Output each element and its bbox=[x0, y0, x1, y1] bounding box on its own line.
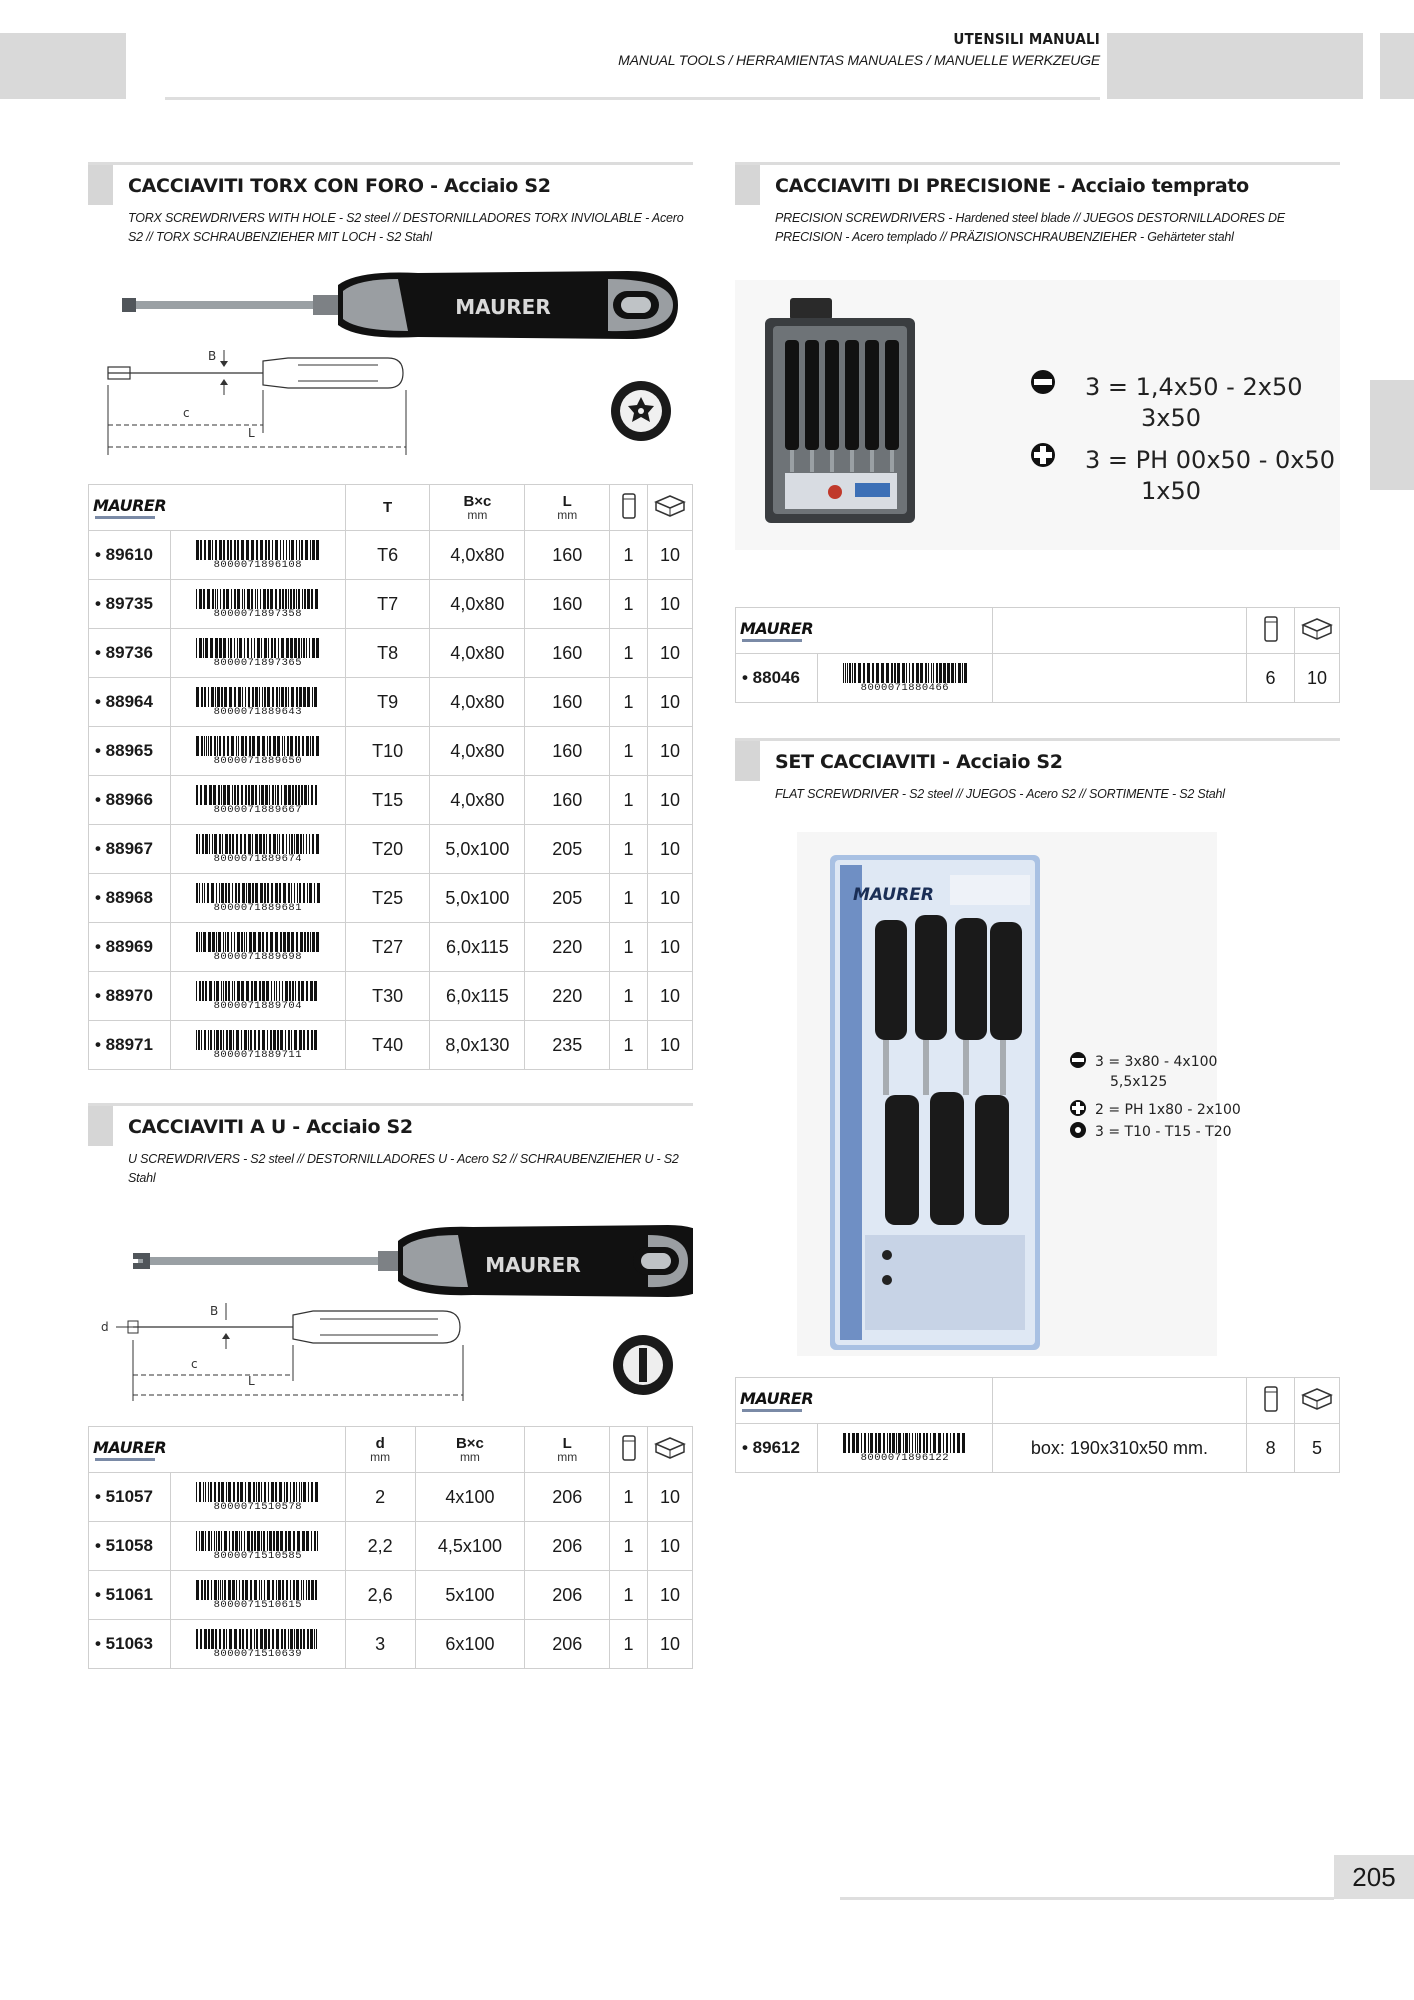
package-icon bbox=[619, 1432, 639, 1462]
table-row bbox=[89, 874, 693, 923]
barcode bbox=[194, 1629, 322, 1659]
col-l-unit: mm bbox=[557, 1449, 578, 1464]
barcode-number: 8000071889711 bbox=[194, 1050, 322, 1060]
precision-set-image bbox=[735, 280, 1340, 550]
product-code: • 88970 bbox=[89, 972, 171, 1021]
size-bxc: 6,0x115 bbox=[430, 923, 525, 972]
torx-size: T25 bbox=[345, 874, 430, 923]
pack-qty: 1 bbox=[610, 874, 648, 923]
pack-qty: 1 bbox=[610, 1021, 648, 1070]
u-screwdriver-illustration bbox=[88, 1205, 693, 1410]
barcode bbox=[194, 1531, 322, 1561]
size-bxc: 4,5x100 bbox=[415, 1522, 525, 1571]
torx-size: T10 bbox=[345, 727, 430, 776]
product-code: • 88968 bbox=[89, 874, 171, 923]
torx-section-desc: TORX SCREWDRIVERS WITH HOLE - S2 steel // DESTORNILLADORES TORX INVIOLABLE - Acero S2 // TORX SCHRAUBENZIEHER MIT LOCH - S2 Stahl bbox=[128, 211, 684, 244]
package-icon bbox=[619, 490, 639, 520]
table-row bbox=[89, 629, 693, 678]
set-box-brand: MAURER bbox=[853, 885, 934, 905]
u-section-desc: U SCREWDRIVERS - S2 steel // DESTORNILLADORES U - Acero S2 // SCHRAUBENZIEHER U - S2 Stahl bbox=[128, 1152, 679, 1185]
size-bxc: 4,0x80 bbox=[430, 776, 525, 825]
side-tab bbox=[1370, 380, 1414, 490]
pack-qty: 1 bbox=[610, 1571, 648, 1620]
product-code: • 51058 bbox=[89, 1522, 171, 1571]
size-bxc: 4,0x80 bbox=[430, 580, 525, 629]
barcode bbox=[194, 883, 322, 913]
length: 206 bbox=[525, 1620, 610, 1669]
length: 160 bbox=[525, 727, 610, 776]
box-icon bbox=[1300, 615, 1334, 641]
d-size: 3 bbox=[345, 1620, 415, 1669]
size-bxc: 5x100 bbox=[415, 1571, 525, 1620]
product-code: • 88965 bbox=[89, 727, 171, 776]
header-block-right bbox=[1107, 33, 1363, 99]
table-row bbox=[89, 1473, 693, 1522]
table-row bbox=[736, 654, 1340, 703]
precision-spec-ph-2: 1x50 bbox=[1141, 477, 1202, 505]
torx-table-header bbox=[89, 485, 693, 531]
maurer-logo: MAURER bbox=[740, 1389, 814, 1408]
product-code: • 89612 bbox=[736, 1424, 818, 1473]
svg-text:B: B bbox=[208, 349, 217, 363]
package-icon bbox=[1261, 1383, 1281, 1413]
table-row bbox=[89, 580, 693, 629]
barcode-number: 8000071897365 bbox=[194, 658, 322, 668]
svg-text:c: c bbox=[183, 406, 190, 420]
d-size: 2,2 bbox=[345, 1522, 415, 1571]
box-qty: 10 bbox=[648, 1571, 693, 1620]
product-code: • 89610 bbox=[89, 531, 171, 580]
set-section-desc: FLAT SCREWDRIVER - S2 steel // JUEGOS - Acero S2 // SORTIMENTE - S2 Stahl bbox=[775, 787, 1225, 801]
length: 160 bbox=[525, 678, 610, 727]
product-code: • 89736 bbox=[89, 629, 171, 678]
size-bxc: 4,0x80 bbox=[430, 629, 525, 678]
length: 206 bbox=[525, 1522, 610, 1571]
u-table-body bbox=[89, 1473, 693, 1669]
length: 220 bbox=[525, 923, 610, 972]
header-title: UTENSILI MANUALI bbox=[953, 30, 1100, 48]
product-code: • 88967 bbox=[89, 825, 171, 874]
barcode bbox=[194, 687, 322, 717]
set-table bbox=[735, 1377, 1340, 1473]
u-table-header bbox=[89, 1427, 693, 1473]
maurer-logo-underline bbox=[742, 1409, 802, 1412]
product-code: • 88046 bbox=[736, 654, 818, 703]
svg-text:d: d bbox=[101, 1320, 109, 1334]
col-l-unit: mm bbox=[557, 507, 578, 522]
barcode-number: 8000071889704 bbox=[194, 1001, 322, 1011]
barcode-number: 8000071510585 bbox=[194, 1551, 322, 1561]
set-box-image bbox=[735, 830, 1340, 1360]
table-row bbox=[89, 531, 693, 580]
pack-qty: 1 bbox=[610, 825, 648, 874]
barcode bbox=[194, 589, 322, 619]
header-rule bbox=[165, 97, 1100, 100]
precision-table bbox=[735, 607, 1340, 703]
col-d-unit: mm bbox=[370, 1449, 391, 1464]
barcode-number: 8000071510615 bbox=[194, 1600, 322, 1610]
barcode bbox=[841, 663, 969, 693]
product-code: • 88971 bbox=[89, 1021, 171, 1070]
table-row bbox=[89, 923, 693, 972]
pack-qty: 1 bbox=[610, 972, 648, 1021]
handle-brand-u: MAURER bbox=[485, 1253, 581, 1277]
header-subtitle: MANUAL TOOLS / HERRAMIENTAS MANUALES / MANUELLE WERKZEUGE bbox=[618, 52, 1100, 68]
box-qty: 10 bbox=[648, 727, 693, 776]
table-row bbox=[89, 678, 693, 727]
length: 220 bbox=[525, 972, 610, 1021]
barcode-number: 8000071510578 bbox=[194, 1502, 322, 1512]
handle-brand: MAURER bbox=[455, 295, 551, 319]
torx-section-header bbox=[88, 165, 693, 255]
size-bxc: 6x100 bbox=[415, 1620, 525, 1669]
box-qty: 10 bbox=[648, 580, 693, 629]
u-table bbox=[88, 1426, 693, 1669]
box-qty: 10 bbox=[648, 923, 693, 972]
barcode-number: 8000071889681 bbox=[194, 903, 322, 913]
length: 160 bbox=[525, 629, 610, 678]
pack-qty: 1 bbox=[610, 580, 648, 629]
length: 205 bbox=[525, 874, 610, 923]
barcode bbox=[194, 1030, 322, 1060]
precision-table-header bbox=[736, 608, 1340, 654]
size-bxc: 6,0x115 bbox=[430, 972, 525, 1021]
col-bxc: B×c bbox=[455, 1434, 484, 1452]
torx-table bbox=[88, 484, 693, 1070]
table-row bbox=[89, 727, 693, 776]
torx-section-title: CACCIAVITI TORX CON FORO - Acciaio S2 bbox=[128, 175, 551, 197]
table-row bbox=[89, 1021, 693, 1070]
set-section-title: SET CACCIAVITI - Acciaio S2 bbox=[775, 751, 1063, 773]
product-code: • 89735 bbox=[89, 580, 171, 629]
barcode-number: 8000071896122 bbox=[841, 1453, 969, 1463]
barcode-number: 8000071510639 bbox=[194, 1649, 322, 1659]
maurer-logo-underline bbox=[95, 1458, 155, 1461]
box-qty: 5 bbox=[1295, 1424, 1340, 1473]
maurer-logo-underline bbox=[95, 516, 155, 519]
size-bxc: 5,0x100 bbox=[430, 825, 525, 874]
torx-size: T30 bbox=[345, 972, 430, 1021]
product-code: • 88966 bbox=[89, 776, 171, 825]
barcode bbox=[194, 736, 322, 766]
pack-qty: 8 bbox=[1247, 1424, 1295, 1473]
u-section-header bbox=[88, 1106, 693, 1196]
barcode bbox=[194, 785, 322, 815]
box-qty: 10 bbox=[648, 531, 693, 580]
pack-qty: 1 bbox=[610, 629, 648, 678]
table-row bbox=[89, 1620, 693, 1669]
length: 235 bbox=[525, 1021, 610, 1070]
pack-qty: 1 bbox=[610, 776, 648, 825]
size-bxc: 4,0x80 bbox=[430, 678, 525, 727]
precision-spec-ph-1: 3 = PH 00x50 - 0x50 bbox=[1085, 446, 1335, 474]
box-qty: 10 bbox=[648, 825, 693, 874]
barcode bbox=[194, 540, 322, 570]
table-row bbox=[89, 972, 693, 1021]
table-row bbox=[89, 1571, 693, 1620]
product-code: • 51057 bbox=[89, 1473, 171, 1522]
set-spec-flat-1: 3 = 3x80 - 4x100 bbox=[1095, 1054, 1218, 1070]
maurer-logo-underline bbox=[742, 639, 802, 642]
svg-text:B: B bbox=[210, 1304, 219, 1318]
pack-qty: 1 bbox=[610, 1620, 648, 1669]
torx-size: T6 bbox=[345, 531, 430, 580]
set-spec-ph: 2 = PH 1x80 - 2x100 bbox=[1095, 1102, 1241, 1118]
size-bxc: 4,0x80 bbox=[430, 531, 525, 580]
length: 160 bbox=[525, 580, 610, 629]
torx-screwdriver-illustration bbox=[88, 265, 693, 470]
box-qty: 10 bbox=[648, 1021, 693, 1070]
d-size: 2,6 bbox=[345, 1571, 415, 1620]
size-bxc: 8,0x130 bbox=[430, 1021, 525, 1070]
product-code: • 88969 bbox=[89, 923, 171, 972]
barcode-number: 8000071889698 bbox=[194, 952, 322, 962]
barcode bbox=[194, 981, 322, 1011]
pack-qty: 1 bbox=[610, 531, 648, 580]
box-qty: 10 bbox=[648, 972, 693, 1021]
table-row bbox=[89, 1522, 693, 1571]
footer-rule bbox=[840, 1897, 1334, 1900]
size-bxc: 4x100 bbox=[415, 1473, 525, 1522]
barcode bbox=[194, 1580, 322, 1610]
length: 160 bbox=[525, 531, 610, 580]
box-qty: 10 bbox=[648, 678, 693, 727]
set-spec-flat-2: 5,5x125 bbox=[1110, 1074, 1168, 1090]
product-code: • 51061 bbox=[89, 1571, 171, 1620]
barcode-number: 8000071896108 bbox=[194, 560, 322, 570]
table-row bbox=[89, 776, 693, 825]
barcode-number: 8000071889643 bbox=[194, 707, 322, 717]
torx-size: T7 bbox=[345, 580, 430, 629]
col-bxc: B×c bbox=[463, 492, 492, 510]
box-icon bbox=[653, 492, 687, 518]
pack-qty: 1 bbox=[610, 923, 648, 972]
box-qty: 10 bbox=[648, 874, 693, 923]
length: 205 bbox=[525, 825, 610, 874]
box-qty: 10 bbox=[648, 1522, 693, 1571]
set-spec-torx: 3 = T10 - T15 - T20 bbox=[1095, 1124, 1232, 1140]
precision-section-title: CACCIAVITI DI PRECISIONE - Acciaio temprato bbox=[775, 175, 1249, 197]
barcode-number: 8000071889650 bbox=[194, 756, 322, 766]
col-l: L bbox=[562, 492, 572, 510]
length: 160 bbox=[525, 776, 610, 825]
box-qty: 10 bbox=[648, 1620, 693, 1669]
header-block-left bbox=[0, 33, 126, 99]
torx-size: T15 bbox=[345, 776, 430, 825]
pack-qty: 1 bbox=[610, 1473, 648, 1522]
header-block-edge bbox=[1380, 33, 1414, 99]
pack-qty: 1 bbox=[610, 678, 648, 727]
size-bxc: 5,0x100 bbox=[430, 874, 525, 923]
size-bxc: 4,0x80 bbox=[430, 727, 525, 776]
box-qty: 10 bbox=[648, 776, 693, 825]
set-table-header bbox=[736, 1378, 1340, 1424]
col-l: L bbox=[562, 1434, 572, 1452]
torx-table-body bbox=[89, 531, 693, 1070]
col-bxc-unit: mm bbox=[459, 1449, 480, 1464]
barcode-number: 8000071889667 bbox=[194, 805, 322, 815]
barcode bbox=[194, 1482, 322, 1512]
torx-size: T9 bbox=[345, 678, 430, 727]
pack-qty: 1 bbox=[610, 1522, 648, 1571]
torx-size: T27 bbox=[345, 923, 430, 972]
barcode-number: 8000071889674 bbox=[194, 854, 322, 864]
torx-size: T20 bbox=[345, 825, 430, 874]
barcode-number: 8000071897358 bbox=[194, 609, 322, 619]
box-qty: 10 bbox=[1295, 654, 1340, 703]
barcode bbox=[841, 1433, 969, 1463]
maurer-logo: MAURER bbox=[93, 1438, 167, 1457]
page-header bbox=[400, 30, 1100, 68]
precision-spec-flat-1: 3 = 1,4x50 - 2x50 bbox=[1085, 373, 1303, 401]
barcode bbox=[194, 932, 322, 962]
set-section-header bbox=[735, 741, 1340, 831]
page-number: 205 bbox=[1334, 1855, 1414, 1899]
col-t: T bbox=[383, 498, 393, 516]
barcode bbox=[194, 638, 322, 668]
barcode-number: 8000071880466 bbox=[841, 683, 969, 693]
barcode bbox=[194, 834, 322, 864]
pack-qty: 1 bbox=[610, 727, 648, 776]
svg-text:L: L bbox=[248, 1374, 255, 1388]
svg-text:c: c bbox=[191, 1357, 198, 1371]
d-size: 2 bbox=[345, 1473, 415, 1522]
length: 206 bbox=[525, 1571, 610, 1620]
svg-text:L: L bbox=[248, 426, 255, 440]
col-d: d bbox=[375, 1434, 385, 1452]
box-dimensions: box: 190x310x50 mm. bbox=[992, 1424, 1246, 1473]
box-icon bbox=[653, 1434, 687, 1460]
u-section-title: CACCIAVITI A U - Acciaio S2 bbox=[128, 1116, 413, 1138]
box-icon bbox=[1300, 1385, 1334, 1411]
torx-size: T40 bbox=[345, 1021, 430, 1070]
precision-section-header bbox=[735, 165, 1340, 255]
precision-spec-flat-2: 3x50 bbox=[1141, 404, 1202, 432]
table-row bbox=[89, 825, 693, 874]
package-icon bbox=[1261, 613, 1281, 643]
maurer-logo: MAURER bbox=[740, 619, 814, 638]
product-code: • 88964 bbox=[89, 678, 171, 727]
length: 206 bbox=[525, 1473, 610, 1522]
pack-qty: 6 bbox=[1247, 654, 1295, 703]
col-bxc-unit: mm bbox=[467, 507, 488, 522]
precision-section-desc: PRECISION SCREWDRIVERS - Hardened steel blade // JUEGOS DESTORNILLADORES DE PRECISION - Acero templado // PRÄZISIONSCHRAUBENZIEHER - Gehärteter stahl bbox=[775, 211, 1285, 244]
product-code: • 51063 bbox=[89, 1620, 171, 1669]
table-row bbox=[736, 1424, 1340, 1473]
box-qty: 10 bbox=[648, 629, 693, 678]
box-qty: 10 bbox=[648, 1473, 693, 1522]
maurer-logo: MAURER bbox=[93, 496, 167, 515]
torx-size: T8 bbox=[345, 629, 430, 678]
